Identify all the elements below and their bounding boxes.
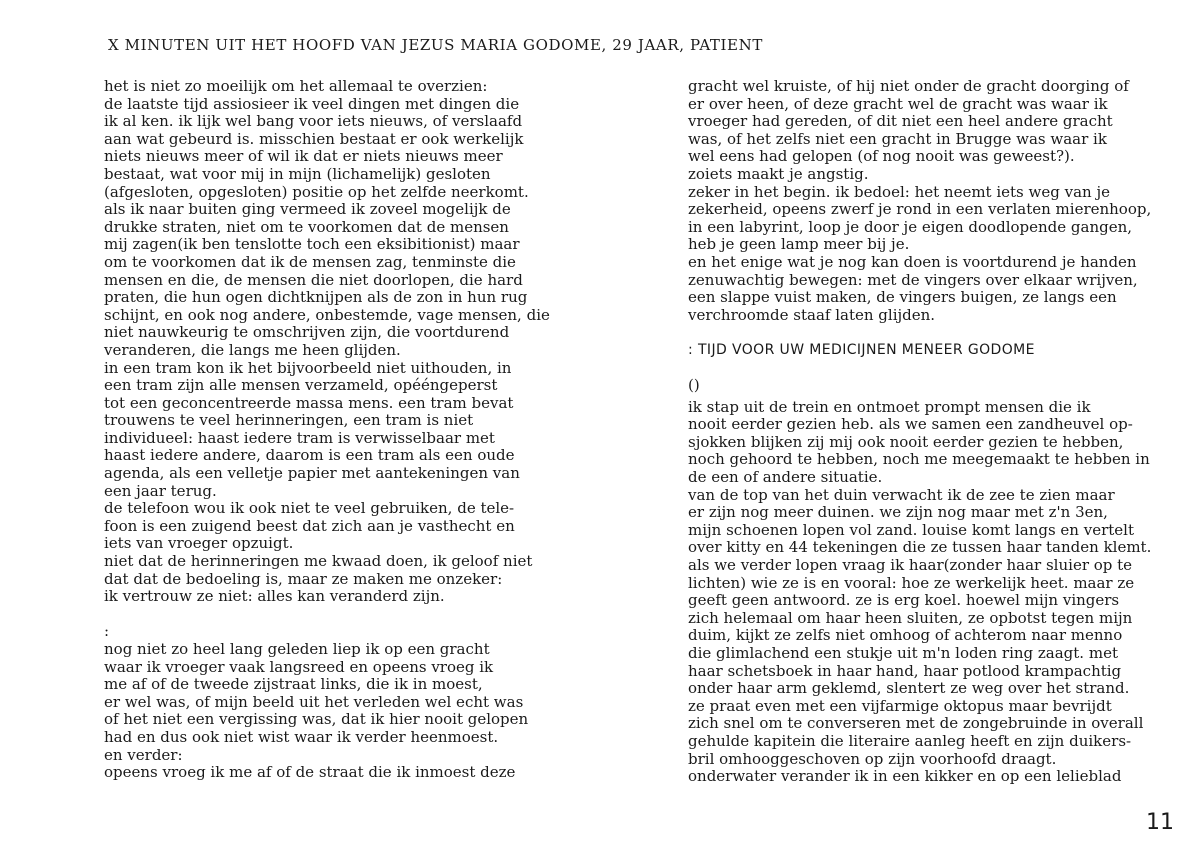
text-line: er zijn nog meer duinen. we zijn nog maar met z'n 3en, [688, 503, 1108, 522]
text-line: heb je geen lamp meer bij je. [688, 235, 910, 254]
text-line: zich snel om te converseren met de zongebruinde in overall [688, 714, 1144, 733]
text-line: en het enige wat je nog kan doen is voortdurend je handen [688, 252, 1137, 271]
text-line: duim, kijkt ze zelfs niet omhoog of achterom naar menno [688, 626, 1123, 645]
text-line: noch gehoord te hebben, noch me meegemaakt te hebben in [688, 450, 1150, 469]
text-line: waar ik vroeger vaak langsreed en opeens vroeg ik [104, 657, 494, 676]
text-line: dat dat de bedoeling is, maar ze maken me onzeker: [104, 569, 503, 588]
text-line: opeens vroeg ik me af of de straat die ik inmoest deze [104, 763, 516, 782]
text-line: nooit eerder gezien heb. als we samen een zandheuvel op- [688, 415, 1133, 434]
text-line: : [104, 622, 110, 641]
text-line: als ik naar buiten ging vermeed ik zoveel mogelijk de [104, 200, 511, 219]
running-header: X MINUTEN UIT HET HOOFD VAN JEZUS MARIA GODOME, 29 JAAR, PATIENT [108, 36, 763, 54]
text-line: ik al ken. ik lijk wel bang voor iets nieuws, of verslaafd [104, 112, 523, 131]
text-line: het is niet zo moeilijk om het allemaal te overzien: [104, 77, 488, 95]
page-number: 11 [1146, 810, 1174, 835]
text-line: gracht wel kruiste, of hij niet onder de gracht doorging of [688, 77, 1129, 95]
text-line [104, 606, 574, 624]
text-line: (afgesloten, opgesloten) positie op het zelfde neerkomt. [104, 182, 529, 201]
text-line: van de top van het duin verwacht ik de zee te zien maar [688, 485, 1115, 504]
text-line: niet nauwkeurig te omschrijven zijn, die voortdurend [104, 323, 510, 342]
text-line: zenuwachtig bewegen: met de vingers over elkaar wrijven, [688, 270, 1138, 289]
text-line: die glimlachend een stukje uit m'n loden ring zaagt. met [688, 644, 1118, 662]
text-line: in een labyrint, loop je door je eigen doodlopende gangen, [688, 217, 1133, 236]
text-line: bril omhooggeschoven op zijn voorhoofd draagt. [688, 749, 1057, 768]
text-line: was, of het zelfs niet een gracht in Brugge was waar ik [688, 129, 1107, 148]
text-line: geeft geen antwoord. ze is erg koel. hoewel mijn vingers [688, 591, 1120, 610]
paragraph-gap [688, 324, 1168, 342]
text-line: over kitty en 44 tekeningen die ze tussen haar tanden klemt. [688, 538, 1152, 557]
text-line: had en dus ook niet wist waar ik verder heenmoest. [104, 727, 499, 746]
text-line: praten, die hun ogen dichtknijpen als de zon in hun rug [104, 288, 528, 307]
text-line: een slappe vuist maken, de vingers buigen, ze langs een [688, 288, 1117, 307]
text-line: als we verder lopen vraag ik haar(zonder haar sluier op te [688, 556, 1133, 575]
text-line: een jaar terug. [104, 481, 217, 500]
text-line: aan wat gebeurd is. misschien bestaat er ook werkelijk [104, 129, 524, 148]
text-line: mijn schoenen lopen vol zand. louise komt langs en vertelt [688, 520, 1134, 539]
text-line: sjokken blijken zij mij ook nooit eerder gezien te hebben, [688, 432, 1124, 451]
text-line: gehulde kapitein die literaire aanleg heeft en zijn duikers- [688, 731, 1132, 750]
text-line: of het niet een vergissing was, dat ik hier nooit gelopen [104, 710, 529, 729]
text-line: haast iedere andere, daarom is een tram als een oude [104, 446, 515, 465]
text-line: wel eens had gelopen (of nog nooit was geweest?). [688, 147, 1075, 166]
text-line: niets nieuws meer of wil ik dat er niets nieuws meer [104, 147, 503, 166]
right-column [688, 78, 1168, 786]
text-line: trouwens te veel herinneringen, een tram is niet [104, 411, 474, 430]
text-line: zekerheid, opeens zwerf je rond in een verlaten mierenhoop, [688, 200, 1152, 219]
text-line: agenda, als een velletje papier met aantekeningen van [104, 464, 520, 483]
text-line: er over heen, of deze gracht wel de gracht was waar ik [688, 94, 1108, 113]
text-line: onder haar arm geklemd, slentert ze weg over het strand. [688, 679, 1130, 698]
text-line: de laatste tijd assiosieer ik veel dingen met dingen die [104, 94, 520, 113]
text-line: me af of de tweede zijstraat links, die ik in moest, [104, 675, 483, 694]
text-line: ze praat even met een vijfarmige oktopus maar bevrijdt [688, 696, 1112, 715]
text-line: zoiets maakt je angstig. [688, 164, 869, 183]
text-line: mij zagen(ik ben tenslotte toch een eksibitionist) maar [104, 235, 520, 254]
paragraph-gap [688, 360, 1168, 378]
text-line: individueel: haast iedere tram is verwisselbaar met [104, 428, 495, 447]
text-line: een tram zijn alle mensen verzameld, opééngeperst [104, 376, 498, 395]
text-line: ik stap uit de trein en ontmoet prompt mensen die ik [688, 397, 1091, 416]
text-line: ik vertrouw ze niet: alles kan veranderd zijn. [104, 587, 445, 606]
text-line: er wel was, of mijn beeld uit het verleden wel echt was [104, 692, 524, 711]
text-line: om te voorkomen dat ik de mensen zag, tenminste die [104, 252, 516, 271]
text-line: schijnt, en ook nog andere, onbestemde, vage mensen, die [104, 305, 550, 324]
text-line: nog niet zo heel lang geleden liep ik op een gracht [104, 640, 490, 658]
text-line: bestaat, wat voor mij in mijn (lichamelijk) gesloten [104, 164, 491, 183]
text-line: zeker in het begin. ik bedoel: het neemt iets weg van je [688, 182, 1110, 201]
text-line: drukke straten, niet om te voorkomen dat de mensen [104, 217, 509, 236]
text-line: haar schetsboek in haar hand, haar potlood krampachtig [688, 661, 1122, 680]
text-line: mensen en die, de mensen die niet doorlopen, die hard [104, 270, 523, 289]
text-line: iets van vroeger opzuigt. [104, 534, 294, 553]
text-line: niet dat de herinneringen me kwaad doen, ik geloof niet [104, 552, 533, 571]
text-line: verchroomde staaf laten glijden. [688, 305, 936, 324]
text-line: in een tram kon ik het bijvoorbeeld niet uithouden, in [104, 358, 512, 377]
section-heading: : TIJD VOOR UW MEDICIJNEN MENEER GODOME [688, 341, 1035, 358]
text-line: tot een geconcentreerde massa mens. een tram bevat [104, 393, 514, 412]
text-line: foon is een zuigend beest dat zich aan je vasthecht en [104, 516, 515, 535]
text-line: de telefoon wou ik ook niet te veel gebruiken, de tele- [104, 499, 515, 518]
text-line: de een of andere situatie. [688, 468, 883, 487]
left-column [104, 78, 574, 782]
text-line: veranderen, die langs me heen glijden. [104, 340, 401, 359]
text-line: onderwater verander ik in een kikker en op een lelieblad [688, 767, 1122, 786]
text-line: vroeger had gereden, of dit niet een heel andere gracht [688, 112, 1113, 131]
text-line: en verder: [104, 745, 183, 764]
text-line: zich helemaal om haar heen sluiten, ze opbotst tegen mijn [688, 608, 1133, 627]
text-line: lichten) wie ze is en vooral: hoe ze werkelijk heet. maar ze [688, 573, 1135, 592]
section-marker: () [688, 376, 700, 395]
